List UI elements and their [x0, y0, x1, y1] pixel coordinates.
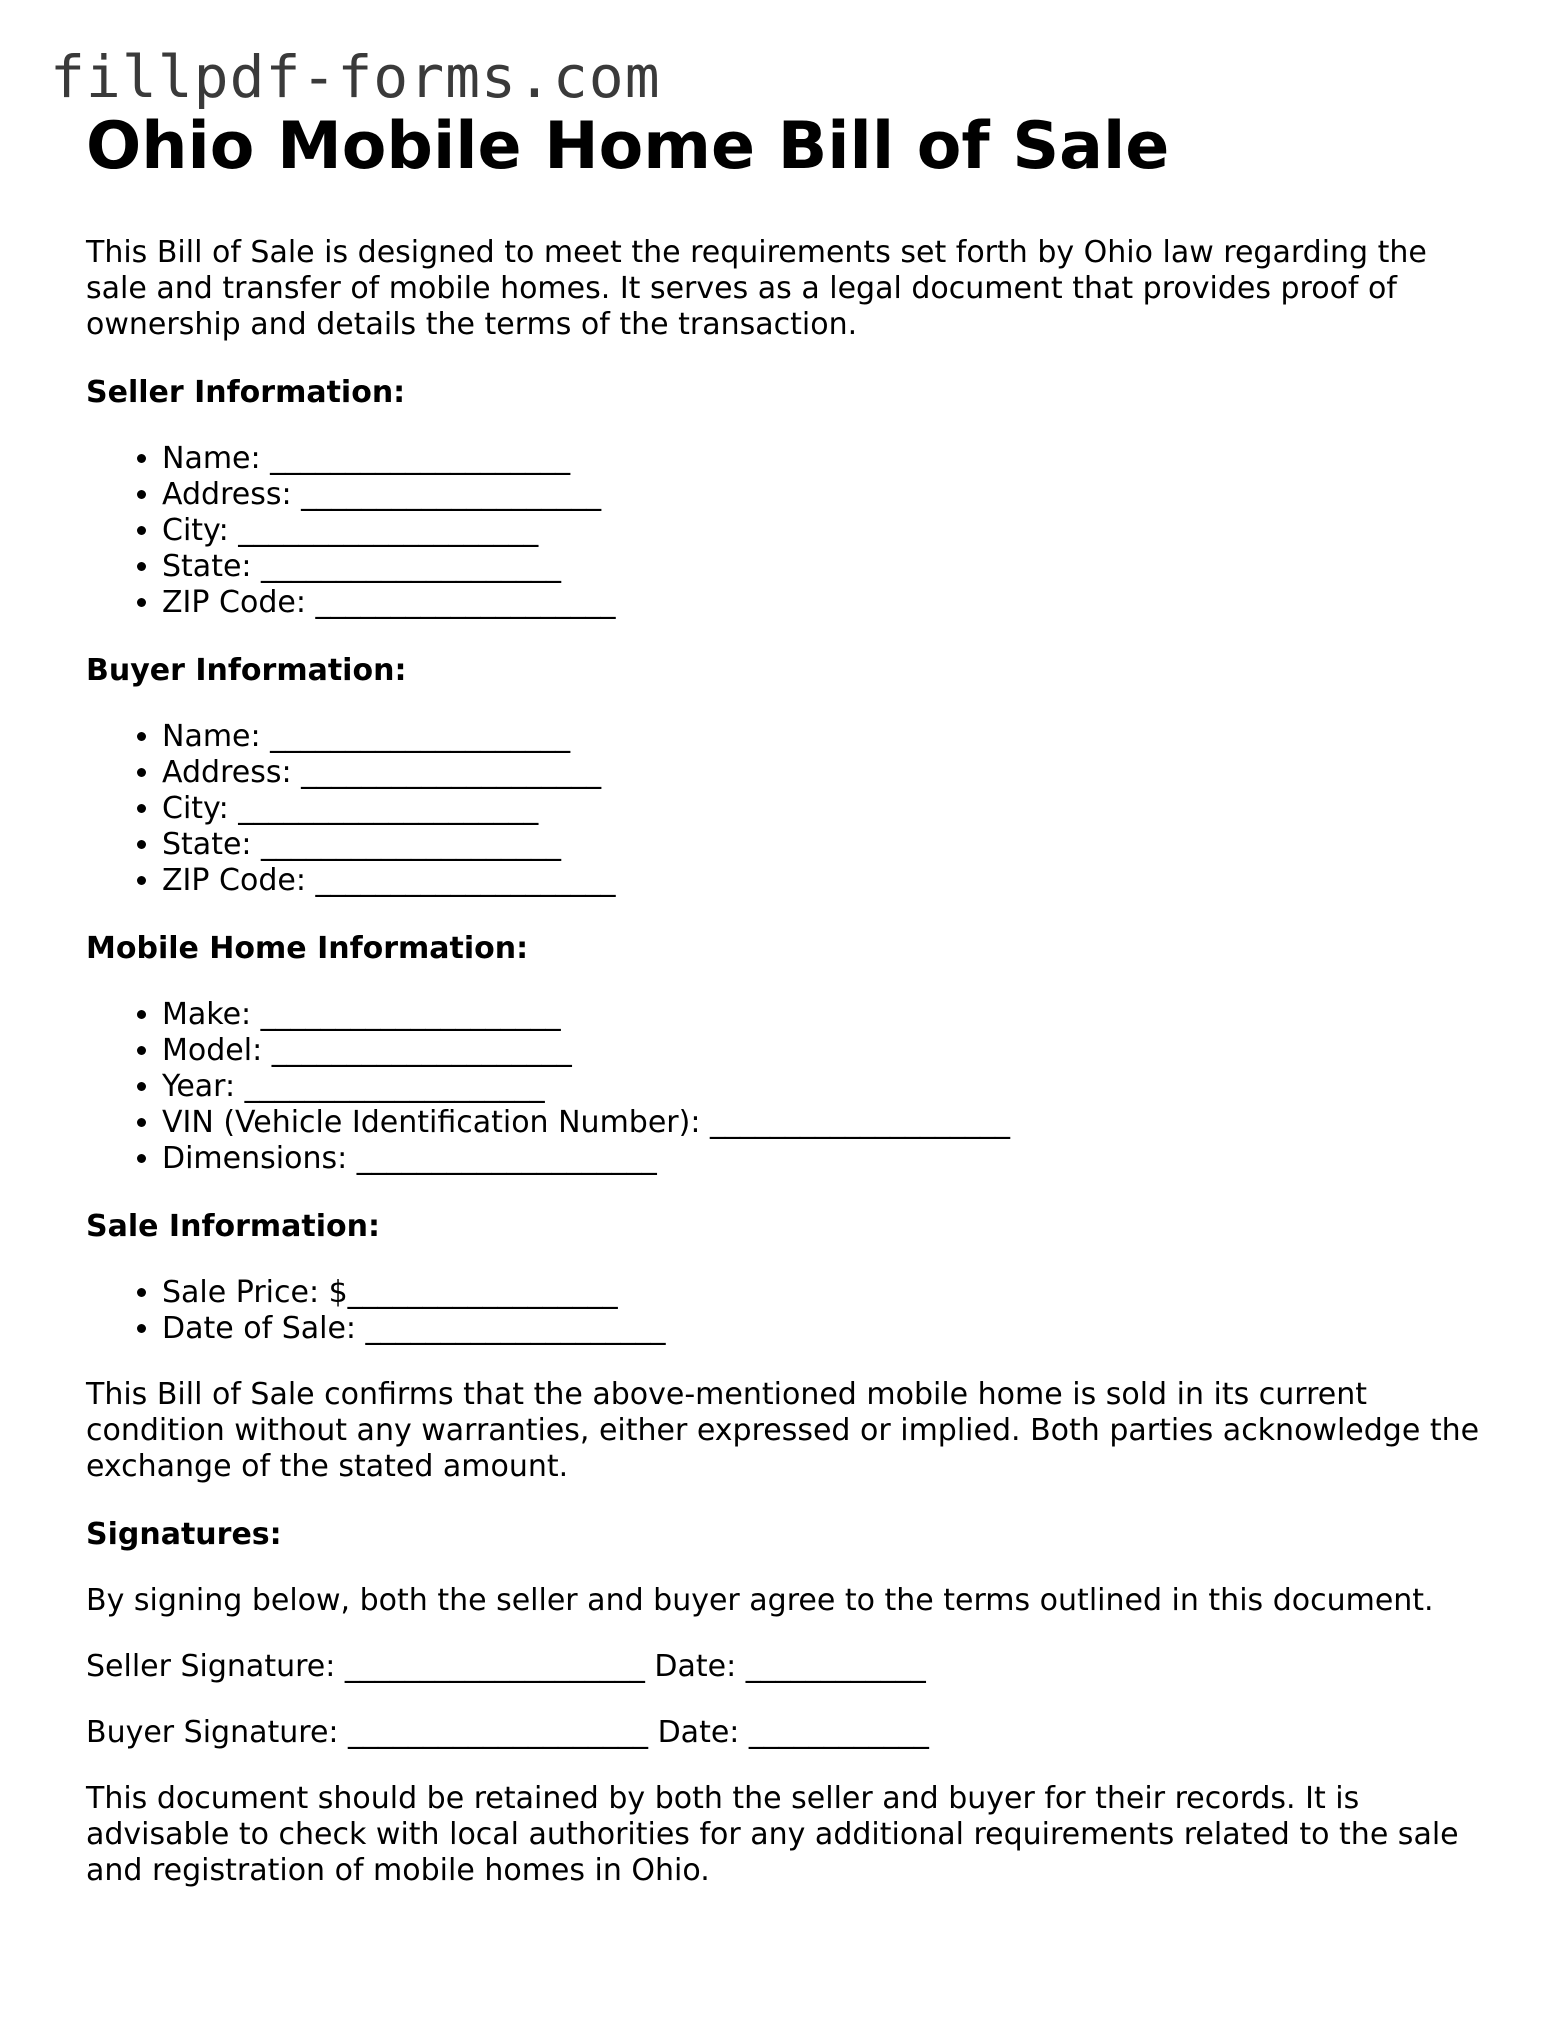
seller-fields-list: [86, 441, 1486, 621]
document-title: Ohio Mobile Home Bill of Sale: [86, 109, 1170, 184]
seller-name-field: • Name: ____________________: [162, 441, 1486, 477]
sale-heading: Sale Information:: [86, 1208, 380, 1244]
make-field: • Make: ____________________: [162, 997, 1486, 1033]
seller-zip-field: • ZIP Code: ____________________: [162, 585, 1486, 621]
mobile-home-fields-list: [86, 997, 1486, 1177]
seller-address-field: • Address: ____________________: [162, 477, 1486, 513]
buyer-name-field: • Name: ____________________: [162, 719, 1486, 755]
mobile-home-heading: Mobile Home Information:: [86, 930, 529, 966]
vin-field: • VIN (Vehicle Identification Number): ____________________: [162, 1105, 1486, 1141]
seller-signature-line: Seller Signature: ____________________ Date: ____________: [86, 1648, 926, 1684]
document-page: [86, 110, 1486, 1889]
buyer-zip-field: • ZIP Code: ____________________: [162, 863, 1486, 899]
sale-fields-list: [86, 1275, 1486, 1347]
watermark: fillpdf-forms.com: [50, 43, 661, 111]
buyer-city-field: • City: ____________________: [162, 791, 1486, 827]
buyer-signature-line: Buyer Signature: ____________________ Date: ____________: [86, 1714, 929, 1750]
buyer-address-field: • Address: ____________________: [162, 755, 1486, 791]
seller-state-field: • State: ____________________: [162, 549, 1486, 585]
intro-paragraph: This Bill of Sale is designed to meet the requirements set forth by Ohio law regarding the sale and transfer of mobile homes. It serves as a legal document that provides proof of ownership and details the terms of the transaction.: [86, 234, 1427, 342]
condition-paragraph: This Bill of Sale confirms that the above-mentioned mobile home is sold in its current condition without any warranties, either expressed or implied. Both parties acknowledge the exchange of the stated amount.: [86, 1376, 1480, 1484]
sale-price-field: • Sale Price: $__________________: [162, 1275, 1486, 1311]
agreement-paragraph: By signing below, both the seller and buyer agree to the terms outlined in this document.: [86, 1582, 1434, 1618]
year-field: • Year: ____________________: [162, 1069, 1486, 1105]
date-of-sale-field: • Date of Sale: ____________________: [162, 1311, 1486, 1347]
model-field: • Model: ____________________: [162, 1033, 1486, 1069]
closing-paragraph: This document should be retained by both the seller and buyer for their records. It is advisable to check with local authorities for any additional requirements related to the sale and registration of mobile homes in Ohio.: [86, 1780, 1459, 1888]
signatures-heading: Signatures:: [86, 1516, 282, 1552]
seller-city-field: • City: ____________________: [162, 513, 1486, 549]
buyer-state-field: • State: ____________________: [162, 827, 1486, 863]
seller-heading: Seller Information:: [86, 374, 406, 410]
buyer-fields-list: [86, 719, 1486, 899]
buyer-heading: Buyer Information:: [86, 652, 407, 688]
dimensions-field: • Dimensions: ____________________: [162, 1141, 1486, 1177]
